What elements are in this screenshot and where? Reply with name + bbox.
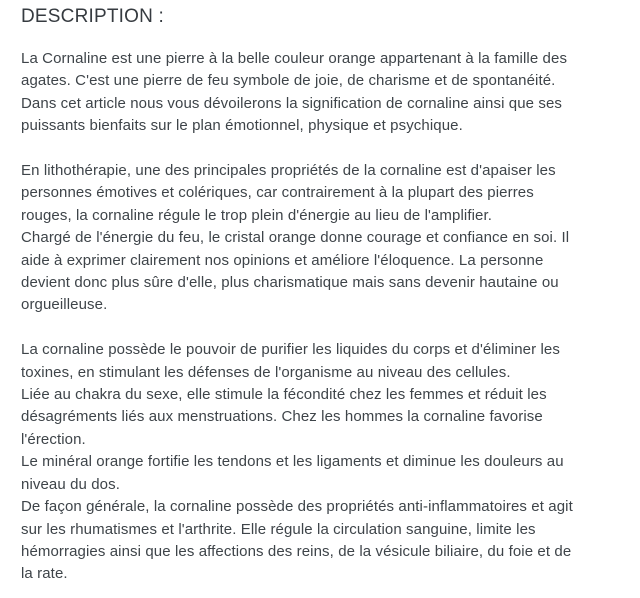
text-line: La Cornaline est une pierre à la belle couleur orange appartenant à la famille des xyxy=(21,50,568,67)
text-line: toxines, en stimulant les défenses de l'organisme au niveau des cellules. xyxy=(21,363,511,381)
text-line: devient donc plus sûre d'elle, plus charismatique mais sans devenir hautaine ou xyxy=(21,274,559,292)
text-line: Chargé de l'énergie du feu, le cristal orange donne courage et confiance en soi. Il xyxy=(21,229,570,247)
text-line: l'érection. xyxy=(21,430,86,448)
text-line: orgueilleuse. xyxy=(21,296,108,314)
section-heading: DESCRIPTION : xyxy=(21,6,165,27)
paragraph xyxy=(21,160,630,317)
text-line: Dans cet article nous vous dévoilerons la signification de cornaline ainsi que ses xyxy=(21,94,562,112)
text-line: hémorragies ainsi que les affections des reins, de la vésicule biliaire, du foie et de xyxy=(21,542,572,560)
text-line: désagréments liés aux menstruations. Chez les hommes la cornaline favorise xyxy=(21,408,543,426)
text-line: Liée au chakra du sexe, elle stimule la fécondité chez les femmes et réduit les xyxy=(21,386,547,404)
text-line: En lithothérapie, une des principales propriétés de la cornaline est d'apaiser les xyxy=(21,162,556,180)
text-line: niveau du dos. xyxy=(21,475,120,493)
text-line: Le minéral orange fortifie les tendons et les ligaments et diminue les douleurs au xyxy=(21,453,564,471)
paragraph xyxy=(21,339,630,585)
text-line: De façon générale, la cornaline possède des propriétés anti-inflammatoires et agit xyxy=(21,498,573,516)
text-line: La cornaline possède le pouvoir de purifier les liquides du corps et d'éliminer les xyxy=(21,341,560,359)
text-line: la rate. xyxy=(21,565,68,583)
paragraph xyxy=(21,48,630,138)
text-line: personnes émotives et colériques, car contrairement à la plupart des pierres xyxy=(21,184,534,202)
text-line: agates. C'est une pierre de feu symbole de joie, de charisme et de spontanéité. xyxy=(21,72,556,90)
text-line: aide à exprimer clairement nos opinions et améliore l'éloquence. La personne xyxy=(21,251,544,269)
text-line: rouges, la cornaline régule le trop plein d'énergie au lieu de l'amplifier. xyxy=(21,206,493,224)
text-line: puissants bienfaits sur le plan émotionnel, physique et psychique. xyxy=(21,117,463,135)
text-line: sur les rhumatismes et l'arthrite. Elle régule la circulation sanguine, limite les xyxy=(21,520,536,538)
